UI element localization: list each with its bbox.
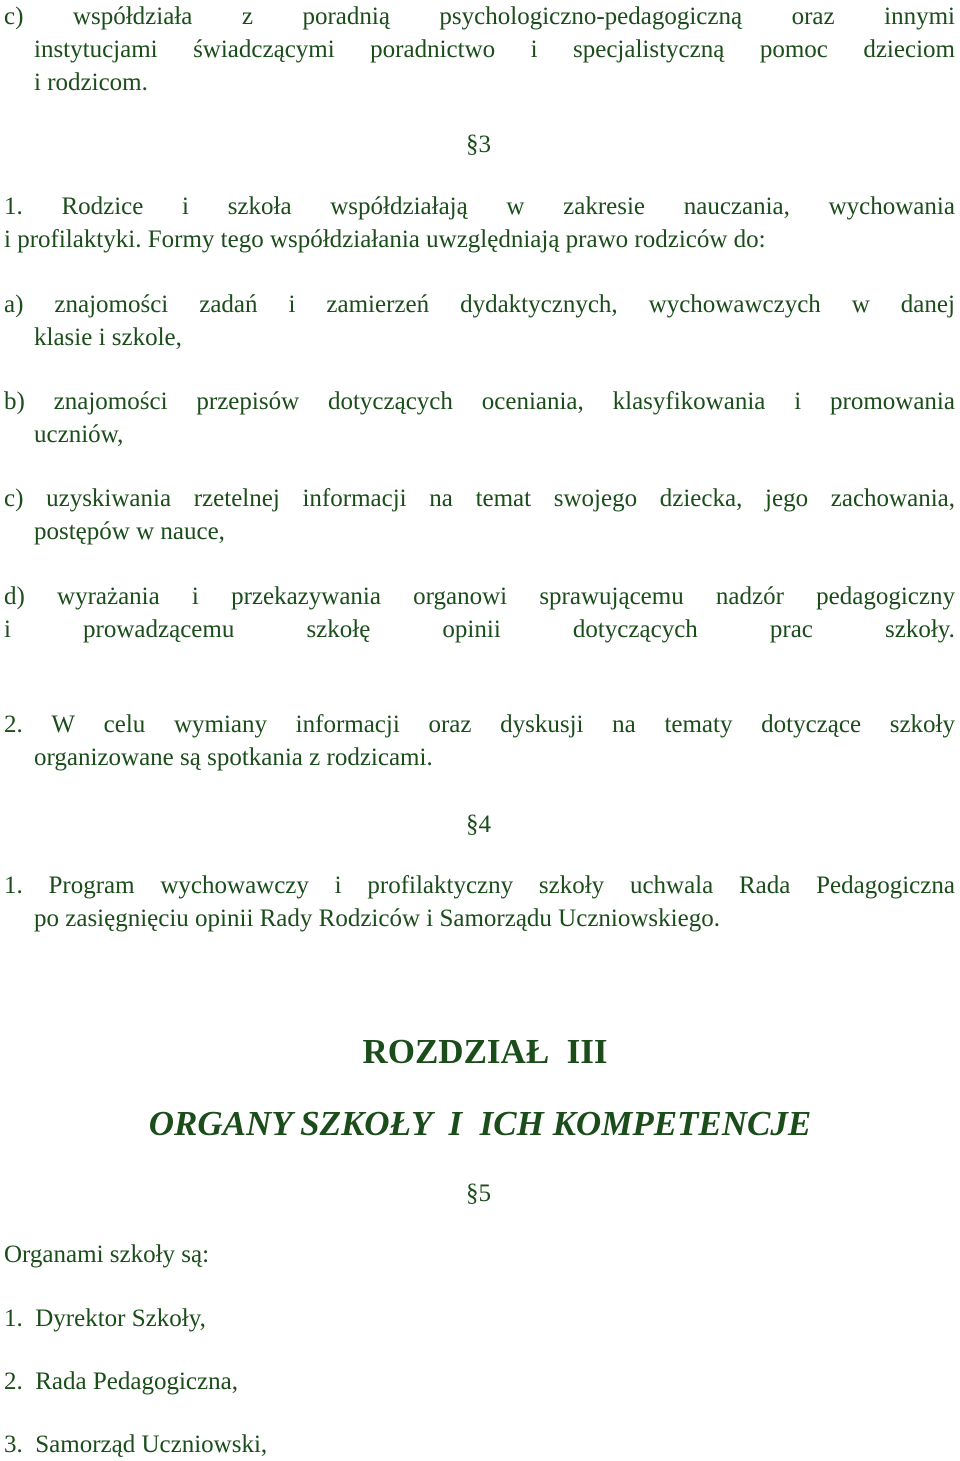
paragraph-program (4, 869, 955, 935)
word: zadań (199, 291, 258, 318)
organs-intro: Organami szkoły są: (4, 1241, 210, 1268)
word: szkoła (227, 193, 292, 220)
word: c) (4, 485, 24, 512)
word: wyrażania (57, 583, 160, 610)
word: 1. (4, 193, 23, 220)
word: informacji (302, 485, 407, 512)
word: dotyczących (327, 388, 453, 415)
list-item-c (4, 482, 955, 548)
word: Rodzice (61, 193, 144, 220)
word: uzyskiwania (46, 485, 172, 512)
word: w (506, 193, 525, 220)
paragraph-line (4, 190, 955, 223)
word: dotyczące (761, 711, 862, 738)
word: i (288, 291, 296, 318)
paragraph-c-cooperation (4, 0, 955, 99)
word: dyskusji (500, 711, 584, 738)
word: Program (48, 872, 135, 899)
word: W (51, 711, 76, 738)
paragraph-line (4, 869, 955, 902)
word: dzieciom (863, 36, 955, 63)
word: świadczącymi (193, 36, 335, 63)
word: psychologiczno-pedagogiczną (439, 3, 743, 30)
paragraph-line: i profilaktyki. Formy tego współdziałania uwzględniają prawo rodziców do: (4, 226, 766, 253)
section-marker-3: §3 (466, 131, 491, 158)
word: swojego (553, 485, 638, 512)
section-marker-4: §4 (466, 811, 491, 838)
word: wymiany (173, 711, 268, 738)
word: profilaktyczny (367, 872, 514, 899)
word: Pedagogiczna (816, 872, 955, 899)
word: i (191, 583, 199, 610)
word: oraz (428, 711, 472, 738)
word: 1. (4, 872, 23, 899)
paragraph-line: uczniów, (34, 421, 124, 448)
paragraph-line: organizowane są spotkania z rodzicami. (34, 744, 433, 771)
paragraph-line (4, 708, 955, 741)
paragraph-1-parents-school (4, 190, 955, 256)
word: dziecka, (659, 485, 743, 512)
organ-list-item: 2. Rada Pedagogiczna, (4, 1368, 238, 1395)
section-marker-5: §5 (466, 1180, 491, 1207)
word: szkoły (889, 711, 955, 738)
word: prac (769, 616, 813, 643)
word: szkołę (306, 616, 371, 643)
word: jego (765, 485, 809, 512)
word: nadzór (715, 583, 784, 610)
word: a) (4, 291, 24, 318)
word: tematy (664, 711, 733, 738)
word: innymi (884, 3, 955, 30)
word: promowania (830, 388, 955, 415)
word: pedagogiczny (816, 583, 955, 610)
word: dotyczących (572, 616, 698, 643)
word: i (530, 36, 538, 63)
word: celu (103, 711, 146, 738)
word: i (794, 388, 802, 415)
word: d) (4, 583, 25, 610)
word: uchwala (629, 872, 714, 899)
paragraph-line: po zasięgnięciu opinii Rady Rodziców i Samorządu Uczniowskiego. (34, 905, 720, 932)
list-item-a (4, 288, 955, 354)
list-item-b (4, 385, 955, 451)
paragraph-line: postępów w nauce, (34, 518, 225, 545)
word: na (429, 485, 453, 512)
paragraph-line (4, 385, 955, 418)
word: Rada (738, 872, 791, 899)
word: oceniania, (481, 388, 584, 415)
word: informacji (295, 711, 400, 738)
word: szkoły (538, 872, 605, 899)
paragraph-2-meetings (4, 708, 955, 774)
word: b) (4, 388, 25, 415)
word: specjalistyczną (573, 36, 725, 63)
word: szkoły. (885, 616, 955, 643)
word: opinii (442, 616, 501, 643)
word: na (612, 711, 636, 738)
word: współdziałają (330, 193, 468, 220)
chapter-title: ROZDZIAŁ III (362, 1032, 608, 1071)
word: z (241, 3, 253, 30)
word: przekazywania (231, 583, 381, 610)
paragraph-line: klasie i szkole, (34, 324, 182, 351)
word: instytucjami (34, 36, 158, 63)
organ-list-item: 1. Dyrektor Szkoły, (4, 1305, 206, 1332)
word: dydaktycznych, (460, 291, 618, 318)
paragraph-line (4, 482, 955, 515)
word: wychowania (828, 193, 955, 220)
organ-list-item: 3. Samorząd Uczniowski, (4, 1431, 268, 1458)
word: i (182, 193, 189, 220)
word: wychowawczych (648, 291, 821, 318)
chapter-subtitle: ORGANY SZKOŁY I ICH KOMPETENCJE (148, 1104, 812, 1143)
paragraph-line (4, 33, 955, 66)
word: c) (4, 3, 24, 30)
list-item-d (4, 580, 955, 646)
word: znajomości (53, 388, 168, 415)
word: w (851, 291, 870, 318)
paragraph-line (4, 288, 955, 321)
word: oraz (791, 3, 835, 30)
word: zamierzeń (326, 291, 430, 318)
word: współdziała (72, 3, 193, 30)
word: nauczania, (683, 193, 790, 220)
word: i (4, 616, 11, 643)
paragraph-line (4, 580, 955, 613)
word: 2. (4, 711, 23, 738)
word: sprawującemu (539, 583, 684, 610)
word: temat (475, 485, 532, 512)
paragraph-line (4, 613, 955, 646)
word: zachowania, (830, 485, 955, 512)
paragraph-line: i rodzicom. (34, 69, 148, 96)
word: zakresie (563, 193, 646, 220)
word: poradnictwo (370, 36, 496, 63)
word: i (334, 872, 342, 899)
word: prowadzącemu (83, 616, 235, 643)
word: klasyfikowania (612, 388, 766, 415)
word: przepisów (196, 388, 300, 415)
word: znajomości (54, 291, 169, 318)
word: poradnią (302, 3, 390, 30)
paragraph-line (4, 0, 955, 33)
word: danej (900, 291, 955, 318)
word: wychowawczy (160, 872, 309, 899)
word: rzetelnej (193, 485, 280, 512)
word: organowi (413, 583, 508, 610)
word: pomoc (759, 36, 828, 63)
